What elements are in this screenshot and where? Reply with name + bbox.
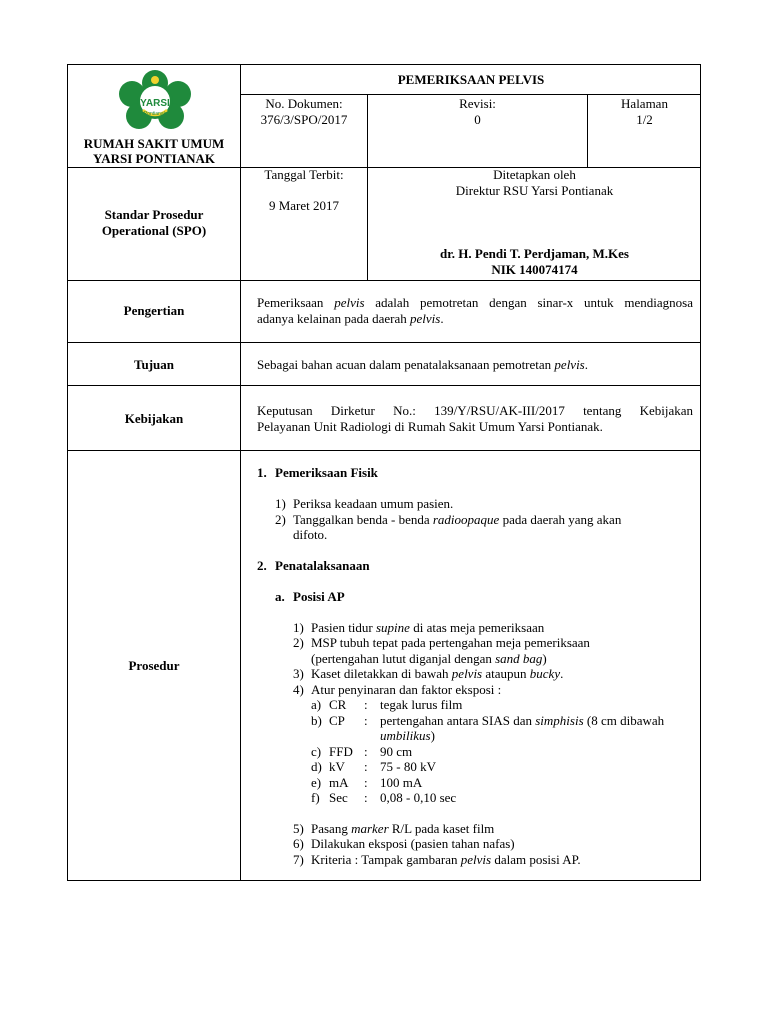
pengertian-label: Pengertian	[123, 303, 185, 318]
issue-date-value: 9 Maret 2017	[268, 197, 340, 213]
posisi-step7: 7) Kriteria : Tampak gambaran pelvis dalam posisi AP.	[293, 852, 581, 867]
posisi-step1: 1) Pasien tidur supine di atas meja pemeriksaan	[293, 620, 545, 635]
s1-item2: 2) Tanggalkan benda - benda radioopaque pada daerah yang akan	[275, 512, 622, 527]
sub-a-heading: a. Posisi AP	[275, 589, 345, 604]
spo-label-line1: Standar Prosedur	[104, 207, 204, 222]
posisi-step5: 5) Pasang marker R/L pada kaset film	[293, 821, 495, 836]
doc-number-cell	[241, 96, 367, 127]
factor-cr: a) CR : tegak lurus film	[311, 697, 463, 712]
title-underline	[240, 94, 701, 95]
kebijakan-text	[257, 403, 693, 434]
logo-flower-icon	[110, 68, 200, 130]
page-value: 1/2	[636, 111, 653, 127]
factor-cp: b) CP : pertengahan antara SIAS dan simphisis (8 cm dibawah	[311, 713, 665, 728]
posisi-step2: 2) MSP tubuh tepat pada pertengahan meja pemeriksaan	[293, 635, 590, 650]
spo-label-line2: Operational (SPO)	[101, 222, 207, 238]
s1-item1: 1) Periksa keadaan umum pasien.	[275, 496, 454, 511]
hospital-name-line2: YARSI PONTIANAK	[93, 151, 215, 166]
prosedur-label: Prosedur	[128, 658, 180, 673]
factor-ma: e) mA : 100 mA	[311, 775, 423, 790]
approval-line2: Direktur RSU Yarsi Pontianak	[455, 182, 614, 198]
hospital-logo	[110, 68, 200, 130]
pengertian-line1: Pemeriksaan pelvis adalah pemotretan dengan sinar-x untuk mendiagnosa	[257, 295, 694, 310]
issue-date-label: Tanggal Terbit:	[264, 167, 344, 182]
spo-label	[68, 207, 240, 238]
kebijakan-line2: Pelayanan Unit Radiologi di Rumah Sakit Umum Yarsi Pontianak.	[257, 418, 603, 434]
hospital-name	[68, 136, 240, 166]
row-divider-2	[67, 280, 701, 281]
pengertian-line2: adanya kelainan pada daerah pelvis.	[257, 310, 444, 326]
director-name: dr. H. Pendi T. Perdjaman, M.Kes	[440, 246, 629, 261]
tujuan-text: Sebagai bahan acuan dalam penatalaksanaan pemotretan pelvis.	[257, 357, 588, 372]
row-divider-5	[67, 450, 701, 451]
page-cell	[588, 96, 701, 127]
hospital-name-line1: RUMAH SAKIT UMUM	[83, 136, 225, 151]
posisi-step2-line2: (pertengahan lutut diganjal dengan sand bag)	[311, 651, 547, 666]
pengertian-text	[257, 295, 693, 326]
kebijakan-line1: Keputusan Dirketur No.: 139/Y/RSU/AK-III/2017 tentang Kebijakan	[257, 403, 693, 418]
row-divider-3	[67, 342, 701, 343]
issue-date-cell	[241, 167, 367, 213]
revision-value: 0	[474, 111, 481, 127]
approval-line1: Ditetapkan oleh	[493, 167, 576, 182]
doc-number-value: 376/3/SPO/2017	[260, 111, 348, 127]
svg-text:Pontianak: Pontianak	[143, 111, 167, 117]
factor-cp-line2: umbilikus)	[380, 728, 435, 743]
row-divider-4	[67, 385, 701, 386]
svg-text:YARSI: YARSI	[140, 98, 170, 109]
s1-item2-line2: difoto.	[293, 527, 328, 542]
section1-heading: 1. Pemeriksaan Fisik	[257, 465, 378, 480]
tujuan-label: Tujuan	[134, 357, 174, 372]
posisi-step4: 4) Atur penyinaran dan faktor eksposi :	[293, 682, 502, 697]
document-title: PEMERIKSAAN PELVIS	[397, 72, 545, 87]
revision-label: Revisi:	[459, 96, 496, 111]
posisi-step6: 6) Dilakukan eksposi (pasien tahan nafas)	[293, 836, 515, 851]
posisi-step3: 3) Kaset diletakkan di bawah pelvis ataupun bucky.	[293, 666, 564, 681]
factor-ffd: c) FFD : 90 cm	[311, 744, 413, 759]
kebijakan-label: Kebijakan	[124, 411, 184, 426]
director-nik: NIK 140074174	[491, 261, 578, 277]
approval-cell	[368, 167, 701, 198]
section2-heading: 2. Penatalaksanaan	[257, 558, 370, 573]
factor-sec: f) Sec : 0,08 - 0,10 sec	[311, 790, 457, 805]
page-label: Halaman	[621, 96, 668, 111]
revision-cell	[368, 96, 587, 127]
doc-number-label: No. Dokumen:	[265, 96, 343, 111]
director-signature	[368, 246, 701, 277]
factor-kv: d) kV : 75 - 80 kV	[311, 759, 436, 774]
